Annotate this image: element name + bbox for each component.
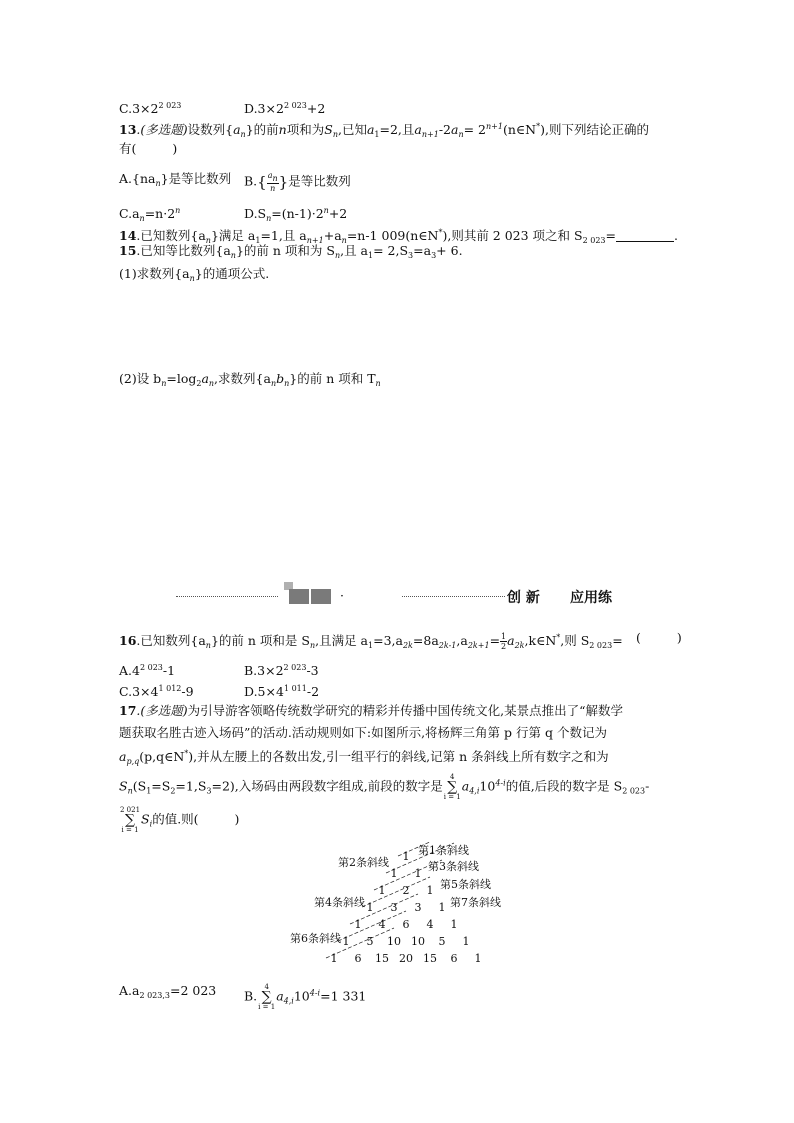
- triangle-number: 1: [438, 901, 446, 914]
- q13-stem-line1: 13.(多选题)设数列$\{a_n\}$的前n项和为$S_n$,已知$a_1=2$,且$a_{n+1}-2a_n=$ $2^{n+1}(n\in N^*)$,则下列结论正确的: [119, 122, 649, 139]
- triangle-number: 2: [402, 884, 410, 897]
- triangle-number: 5: [366, 935, 374, 948]
- triangle-number: 4: [378, 918, 386, 931]
- q16-option-c: $C.3\times 4^{1 012}-9$: [119, 684, 194, 699]
- triangle-number: 4: [426, 918, 434, 931]
- triangle-number: 1: [474, 952, 482, 965]
- triangle-number: 1: [342, 935, 350, 948]
- diagonal-label-1: 第1条斜线: [418, 844, 469, 857]
- q17-line5: 2 021 ∑ $i = 1S_i$的值.则( ): [120, 806, 240, 834]
- section-banner-dot: ·: [340, 588, 344, 603]
- triangle-number: 1: [378, 884, 386, 897]
- triangle-number: 1: [450, 918, 458, 931]
- diagonal-label-4: 第4条斜线: [314, 896, 365, 909]
- q13-option-d: $D.S_n=(n-1)\cdot 2^n+2$: [244, 206, 348, 223]
- q14-number: 14: [119, 228, 137, 243]
- q15-part2: (2)设 $b_n=\log_2a_n$,求数列$\{a_nb_n\}$的前 n 项和 $T_n$: [119, 371, 381, 388]
- option-d-prev: $D.3\times 2^{2 023}+2$: [244, 101, 326, 116]
- diagonal-label-7: 第7条斜线: [450, 896, 501, 909]
- q16-option-d: $D.5\times 4^{1 011}-2$: [244, 684, 320, 699]
- q17-option-a: $A.a_{2 023,3}=2$ 023: [119, 983, 217, 1000]
- triangle-number: 1: [414, 867, 422, 880]
- diagonal-label-2: 第2条斜线: [338, 856, 389, 869]
- q17-line3: $a_{p,q}(p,q\in N^*)$,并从左腰上的各数出发,引一组平行的斜线,记第 n 条斜线上所有数字之和为: [119, 749, 609, 766]
- q17-tag: .(多选题): [136, 703, 188, 718]
- yang-hui-triangle-figure: [286, 842, 516, 972]
- q17-option-b-sum: 4 ∑ i = 1: [258, 983, 276, 1011]
- q14-answer-blank[interactable]: [616, 230, 674, 242]
- q13-tag: .(多选题): [136, 122, 188, 137]
- triangle-number: 1: [426, 884, 434, 897]
- q17-sum-symbol-1: 4 ∑ i = 1: [443, 773, 461, 801]
- triangle-number: 1: [462, 935, 470, 948]
- q17-number: 17: [119, 703, 137, 718]
- q13-option-b: B.{ $\frac{an}{n}$ }是等比数列: [244, 171, 351, 193]
- q17-option-b: B.4 ∑ $i = 1a_{4,i}10^{4-i}=1$ 331: [244, 983, 367, 1011]
- q17-options-ab: [119, 983, 367, 1011]
- q16-answer-paren: ( ): [636, 630, 682, 645]
- section-banner-block-2: [311, 589, 331, 604]
- diagonal-label-3: 第3条斜线: [428, 860, 479, 873]
- diagonal-label-5: 第5条斜线: [440, 878, 491, 891]
- q16-option-b: $B.3\times 2^{2 023}-3$: [244, 663, 319, 678]
- q17-line2: 题获取名胜古迹入场码”的活动.活动规则如下:如图所示,将杨辉三角第 p 行第 q 个数记为: [119, 725, 607, 740]
- diagonal-label-6: 第6条斜线: [290, 932, 341, 945]
- q13-option-a: $A.\{na_n\}$是等比数列: [119, 171, 232, 188]
- q13-options-ab: [119, 171, 351, 193]
- triangle-number: 5: [438, 935, 446, 948]
- q16-options-cd: [119, 681, 320, 700]
- triangle-number: 15: [423, 952, 437, 965]
- triangle-number: 6: [354, 952, 362, 965]
- triangle-number: 1: [354, 918, 362, 931]
- triangle-number: 10: [387, 935, 401, 948]
- triangle-number: 15: [375, 952, 389, 965]
- q17-line1: 17.(多选题)为引导游客领略传统数学研究的精彩并传播中国传统文化,某景点推出了“解数学: [119, 703, 624, 718]
- q13-option-c: $C.a_n=n\cdot 2^n$: [119, 206, 181, 223]
- q17-sum-symbol-2: 2 021 ∑ i = 1: [120, 806, 141, 834]
- q14-stem: 14.已知数列$\{a_n\}$满足 $a_1=1$,且 $a_{n+1}+a_n=n-1$ 009(n∈N*),则其前 2 023 项之和 $S_{2 023}=$ .: [119, 228, 678, 245]
- q16-option-a: $A.4^{2 023}-1$: [119, 663, 176, 678]
- triangle-number: 10: [411, 935, 425, 948]
- triangle-number: 6: [450, 952, 458, 965]
- section-title-1: 创 新: [507, 590, 540, 606]
- section-title-2: 应用练: [570, 590, 612, 606]
- triangle-number: 6: [402, 918, 410, 931]
- q16-number: 16: [119, 633, 137, 648]
- triangle-number: 1: [366, 901, 374, 914]
- triangle-number: 3: [414, 901, 422, 914]
- section-divider-right: [402, 596, 505, 597]
- q17-line4: $S_n(S_1=S_2=1,S_3=2)$,入场码由两段数字组成,前段的数字是4 ∑ $i = 1a_{4,i}10^{4-i}$的值,后段的数字是 $S_{2 023}-$: [119, 773, 650, 801]
- triangle-number: 1: [330, 952, 338, 965]
- triangle-number: 1: [390, 867, 398, 880]
- q13-number: 13: [119, 122, 137, 137]
- q15-number: 15: [119, 243, 137, 258]
- option-c-prev: $C.3\times 2^{2 023}$: [119, 101, 182, 116]
- section-divider-left: [176, 596, 278, 597]
- triangle-number: 1: [402, 850, 410, 863]
- q13-options-cd: [119, 203, 348, 227]
- q16-stem: 16.已知数列$\{a_n\}$的前 n 项和是 $S_n$,且满足 $a_1=3,a_{2k}=8a_{2k-1},a_{2k+1}=$ $\frac{1}{2}$ $a_{2k},k\in N^*$,则 $S_{2 023}=$: [119, 632, 623, 651]
- triangle-number: 20: [399, 952, 413, 965]
- q16-fraction: $\frac{1}{2}$: [501, 632, 507, 651]
- q16-options-ab: [119, 660, 319, 679]
- section-banner-block-1: [289, 589, 309, 604]
- q13-stem-line2: 有( ): [119, 141, 178, 156]
- prev-options-row: [119, 98, 326, 117]
- q15-stem: 15.已知等比数列$\{a_n\}$的前 n 项和为 $S_n$,且 $a_1= 2,S_3=a_3+ 6$.: [119, 243, 463, 260]
- triangle-number: 3: [390, 901, 398, 914]
- q15-part1: (1)求数列$\{a_n\}$的通项公式.: [119, 266, 270, 283]
